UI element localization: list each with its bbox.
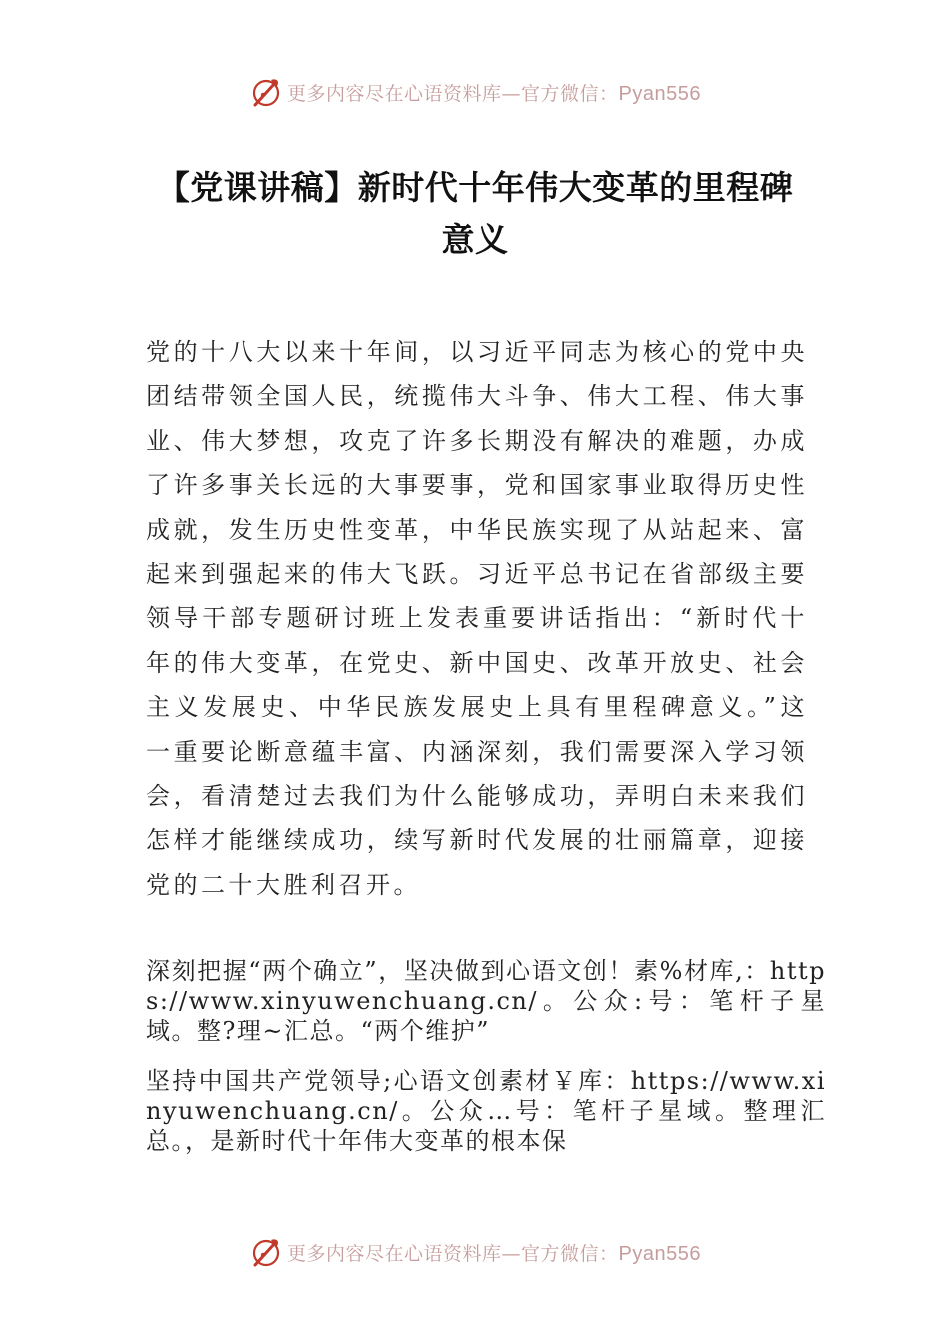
title-line-1: 【党课讲稿】新时代十年伟大变革的里程碑 [156,168,794,207]
wechat-id: Pyan556 [618,1242,701,1265]
header-banner [0,70,950,114]
main-paragraph: 党的十八大以来十年间，以习近平同志为核心的党中央团结带领全国人民，统揽伟大斗争、伟大工程、伟大事业、伟大梦想，攻克了许多长期没有解决的难题，办成了许多事关长远的大事要事，党和国家事业取得历史性成就，发生历史性变革，中华民族实现了从站起来、富起来到强起来的伟大飞跃。习近平总书记在省部级主要领导干部专题研讨班上发表重要讲话指出：“新时代十年的伟大变革，在党史、新中国史、改革开放史、社会主义发展史、中华民族发展史上具有里程碑意义。”这一重要论断意蕴丰富、内涵深刻，我们需要深入学习领会，看清楚过去我们为什么能够成功，弄明白未来我们怎样才能继续成功，续写新时代发展的壮丽篇章，迎接党的二十大胜利召开。 [146,338,808,899]
brush-ink-logo-icon [249,1235,283,1269]
section-paragraph-2: 坚持中国共产党领导;心语文创素材￥库：https://www.xinyuwenchuang.cn/。公众…号：笔杆子星域。整理汇总。，是新时代十年伟大变革的根本保 [146,1067,826,1155]
document-title [110,162,840,266]
banner-cn-text: 更多内容尽在心语资料库—官方微信： [287,82,619,105]
banner-text [287,79,701,106]
brush-ink-logo-icon [249,75,283,109]
section-paragraph-1: 深刻把握“两个确立”，坚决做到心语文创！素%材库,：https://www.xinyuwenchuang.cn/。公众:号：笔杆子星域。整?理~汇总。“两个维护” [146,957,826,1045]
wechat-id: Pyan556 [618,82,701,105]
title-line-2: 意义 [441,220,509,259]
footer-banner [0,1230,950,1274]
banner-cn-text: 更多内容尽在心语资料库—官方微信： [287,1242,619,1265]
banner-text [287,1239,701,1266]
